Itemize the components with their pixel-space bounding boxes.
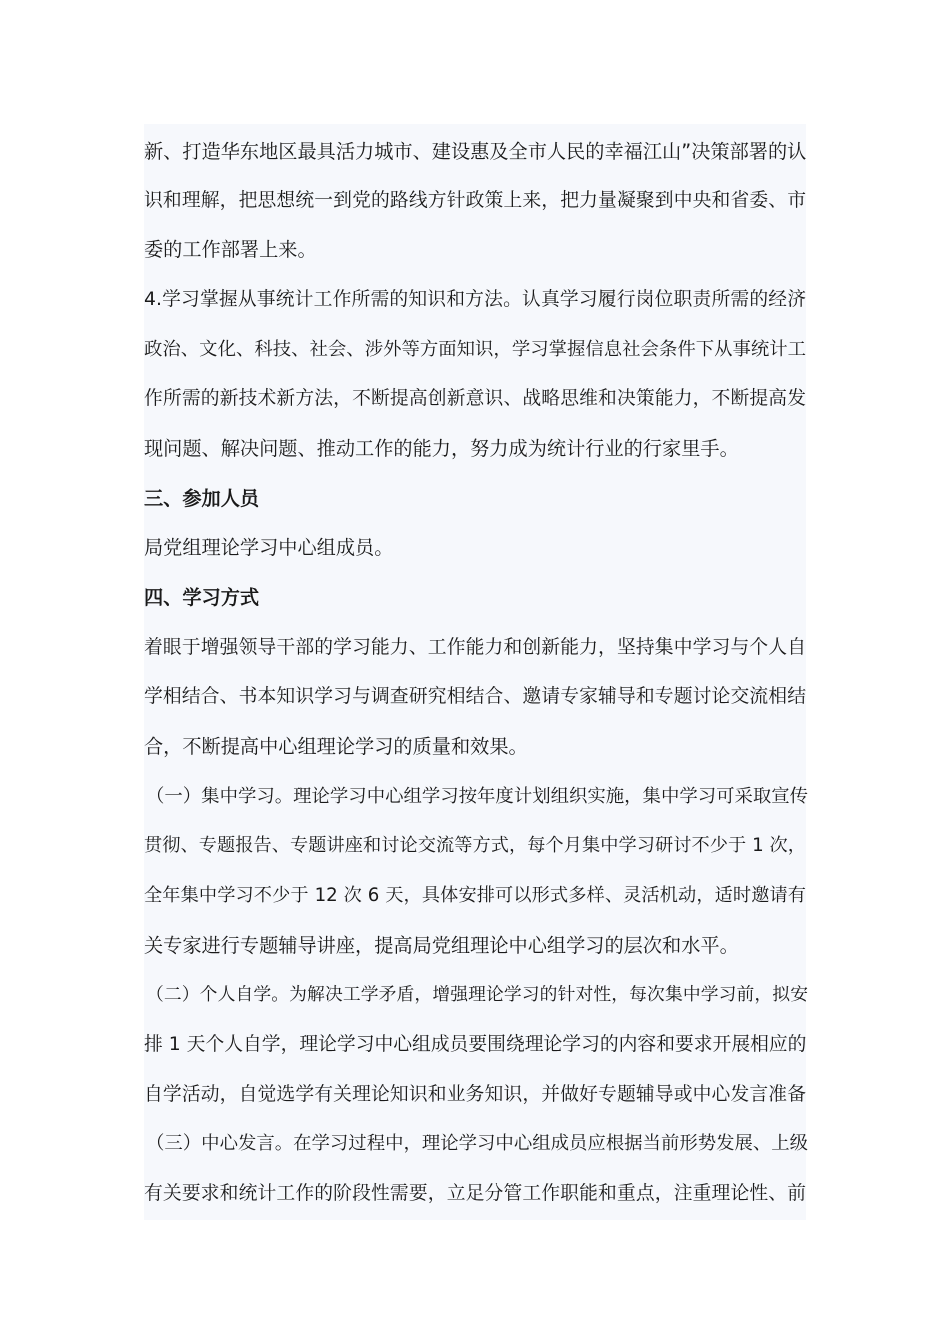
section-heading: 四、学习方式 (144, 586, 260, 609)
text-line: （三）中心发言。在学习过程中，理论学习中心组成员应根据当前形势发展、上级 (146, 1133, 808, 1154)
text-line: 关专家进行专题辅导讲座，提高局党组理论中心组学习的层次和水平。 (144, 934, 739, 957)
text-line: 贯彻、专题报告、专题讲座和讨论交流等方式，每个月集中学习研讨不少于 1 次， (144, 835, 806, 856)
text-line: 排 1 天个人自学，理论学习中心组成员要围绕理论学习的内容和要求开展相应的 (144, 1034, 806, 1055)
text-line: 政治、文化、科技、社会、涉外等方面知识，学习掌握信息社会条件下从事统计工 (144, 339, 806, 360)
text-line: （二）个人自学。为解决工学矛盾，增强理论学习的针对性，每次集中学习前，拟安 (146, 984, 808, 1005)
text-line: 作所需的新技术新方法，不断提高创新意识、战略思维和决策能力，不断提高发 (144, 388, 806, 409)
text-line: 有关要求和统计工作的阶段性需要，立足分管工作职能和重点，注重理论性、前 (144, 1183, 806, 1204)
text-line: 自学活动，自觉选学有关理论知识和业务知识，并做好专题辅导或中心发言准备 (144, 1084, 806, 1105)
document-text-block (144, 124, 806, 1220)
text-line: 委的工作部署上来。 (144, 238, 317, 261)
text-line: 4.学习掌握从事统计工作所需的知识和方法。认真学习履行岗位职责所需的经济 (144, 289, 806, 310)
text-line: 学相结合、书本知识学习与调查研究相结合、邀请专家辅导和专题讨论交流相结 (144, 686, 806, 707)
section-heading: 三、参加人员 (144, 487, 260, 510)
text-line: 现问题、解决问题、推动工作的能力，努力成为统计行业的行家里手。 (144, 437, 739, 460)
text-line: 全年集中学习不少于 12 次 6 天，具体安排可以形式多样、灵活机动，适时邀请有 (144, 885, 806, 906)
text-line: （一）集中学习。理论学习中心组学习按年度计划组织实施，集中学习可采取宣传 (146, 786, 808, 807)
text-line: 着眼于增强领导干部的学习能力、工作能力和创新能力，坚持集中学习与个人自 (144, 637, 806, 658)
text-line: 新、打造华东地区最具活力城市、建设惠及全市人民的幸福江山”决策部署的认 (144, 140, 806, 163)
text-line: 识和理解，把思想统一到党的路线方针政策上来，把力量凝聚到中央和省委、市 (144, 190, 806, 211)
text-line: 合，不断提高中心组理论学习的质量和效果。 (144, 735, 528, 758)
text-line: 局党组理论学习中心组成员。 (144, 536, 394, 559)
